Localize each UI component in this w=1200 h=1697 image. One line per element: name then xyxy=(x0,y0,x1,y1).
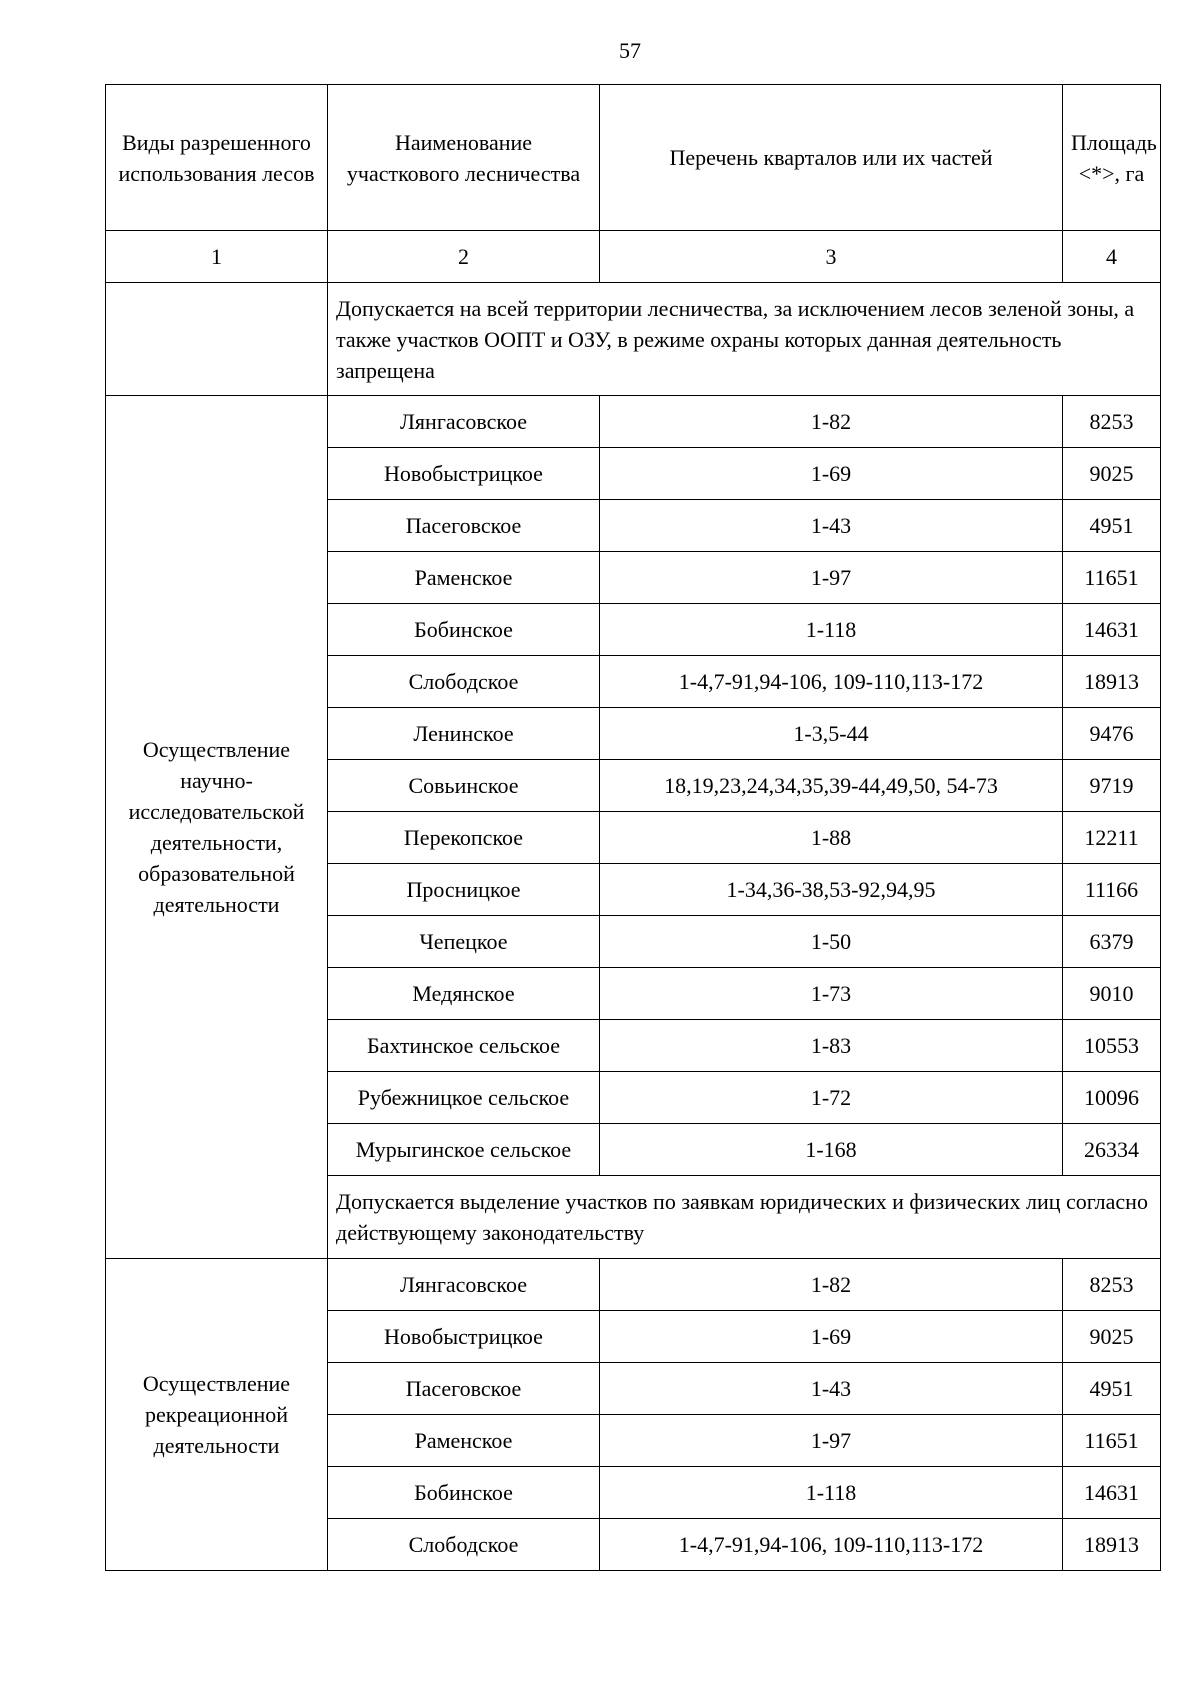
quarters: 1-97 xyxy=(600,552,1063,604)
forestry-name: Новобыстрицкое xyxy=(328,1311,600,1363)
area: 9025 xyxy=(1063,1311,1161,1363)
page-number: 57 xyxy=(619,38,641,63)
forestry-name: Бобинское xyxy=(328,604,600,656)
area: 9476 xyxy=(1063,708,1161,760)
forestry-name: Лянгасовское xyxy=(328,1259,600,1311)
area: 9025 xyxy=(1063,448,1161,500)
quarters: 1-50 xyxy=(600,916,1063,968)
table-header-row xyxy=(106,85,1161,231)
quarters: 18,19,23,24,34,35,39-44,49,50, 54-73 xyxy=(600,760,1063,812)
empty-cell xyxy=(106,283,328,396)
area: 10553 xyxy=(1063,1020,1161,1072)
forestry-name: Новобыстрицкое xyxy=(328,448,600,500)
area: 26334 xyxy=(1063,1124,1161,1176)
area: 8253 xyxy=(1063,396,1161,448)
header-forestry-name: Наименование участкового лесничества xyxy=(328,85,600,231)
forestry-name: Медянское xyxy=(328,968,600,1020)
quarters: 1-118 xyxy=(600,604,1063,656)
quarters: 1-72 xyxy=(600,1072,1063,1124)
forestry-name: Пасеговское xyxy=(328,500,600,552)
forestry-name: Рубежницкое сельское xyxy=(328,1072,600,1124)
quarters: 1-82 xyxy=(600,396,1063,448)
forestry-name: Ленинское xyxy=(328,708,600,760)
quarters: 1-82 xyxy=(600,1259,1063,1311)
area: 18913 xyxy=(1063,656,1161,708)
quarters: 1-88 xyxy=(600,812,1063,864)
forestry-name: Слободское xyxy=(328,656,600,708)
area: 11166 xyxy=(1063,864,1161,916)
forestry-name: Лянгасовское xyxy=(328,396,600,448)
area: 10096 xyxy=(1063,1072,1161,1124)
forestry-name: Просницкое xyxy=(328,864,600,916)
quarters: 1-69 xyxy=(600,1311,1063,1363)
quarters: 1-34,36-38,53-92,94,95 xyxy=(600,864,1063,916)
header-area: Площадь <*>, га xyxy=(1063,85,1161,231)
column-numbers-row xyxy=(106,231,1161,283)
area: 18913 xyxy=(1063,1519,1161,1571)
forestry-name: Раменское xyxy=(328,552,600,604)
general-note: Допускается на всей территории лесничества, за исключением лесов зеленой зоны, а также участков ООПТ и ОЗУ, в режиме охраны которых данная деятельность запрещена xyxy=(328,283,1161,396)
area: 8253 xyxy=(1063,1259,1161,1311)
quarters: 1-83 xyxy=(600,1020,1063,1072)
forestry-name: Пасеговское xyxy=(328,1363,600,1415)
area: 9719 xyxy=(1063,760,1161,812)
forestry-name: Перекопское xyxy=(328,812,600,864)
area: 14631 xyxy=(1063,1467,1161,1519)
area: 4951 xyxy=(1063,500,1161,552)
area: 11651 xyxy=(1063,1415,1161,1467)
quarters: 1-118 xyxy=(600,1467,1063,1519)
forest-use-table xyxy=(105,84,1161,1571)
table-row xyxy=(106,396,1161,448)
column-number: 1 xyxy=(106,231,328,283)
area: 11651 xyxy=(1063,552,1161,604)
area: 14631 xyxy=(1063,604,1161,656)
column-number: 4 xyxy=(1063,231,1161,283)
use-type-scientific: Осуществление научно-исследовательской деятельности, образовательной деятельности xyxy=(106,396,328,1259)
quarters: 1-97 xyxy=(600,1415,1063,1467)
forestry-name: Раменское xyxy=(328,1415,600,1467)
forestry-name: Совьинское xyxy=(328,760,600,812)
forestry-name: Бобинское xyxy=(328,1467,600,1519)
quarters: 1-43 xyxy=(600,500,1063,552)
area: 6379 xyxy=(1063,916,1161,968)
column-number: 2 xyxy=(328,231,600,283)
forestry-name: Слободское xyxy=(328,1519,600,1571)
quarters: 1-43 xyxy=(600,1363,1063,1415)
area: 12211 xyxy=(1063,812,1161,864)
quarters: 1-3,5-44 xyxy=(600,708,1063,760)
forestry-name: Бахтинское сельское xyxy=(328,1020,600,1072)
quarters: 1-168 xyxy=(600,1124,1063,1176)
section-note: Допускается выделение участков по заявкам юридических и физических лиц согласно действующему законодательству xyxy=(328,1176,1161,1259)
quarters: 1-4,7-91,94-106, 109-110,113-172 xyxy=(600,1519,1063,1571)
area: 4951 xyxy=(1063,1363,1161,1415)
quarters: 1-4,7-91,94-106, 109-110,113-172 xyxy=(600,656,1063,708)
use-type-recreational: Осуществление рекреационной деятельности xyxy=(106,1259,328,1571)
column-number: 3 xyxy=(600,231,1063,283)
header-quarters-list: Перечень кварталов или их частей xyxy=(600,85,1063,231)
area: 9010 xyxy=(1063,968,1161,1020)
table-row xyxy=(106,1259,1161,1311)
forestry-name: Мурыгинское сельское xyxy=(328,1124,600,1176)
general-note-row xyxy=(106,283,1161,396)
header-use-type: Виды разрешенного использования лесов xyxy=(106,85,328,231)
quarters: 1-69 xyxy=(600,448,1063,500)
quarters: 1-73 xyxy=(600,968,1063,1020)
forestry-name: Чепецкое xyxy=(328,916,600,968)
